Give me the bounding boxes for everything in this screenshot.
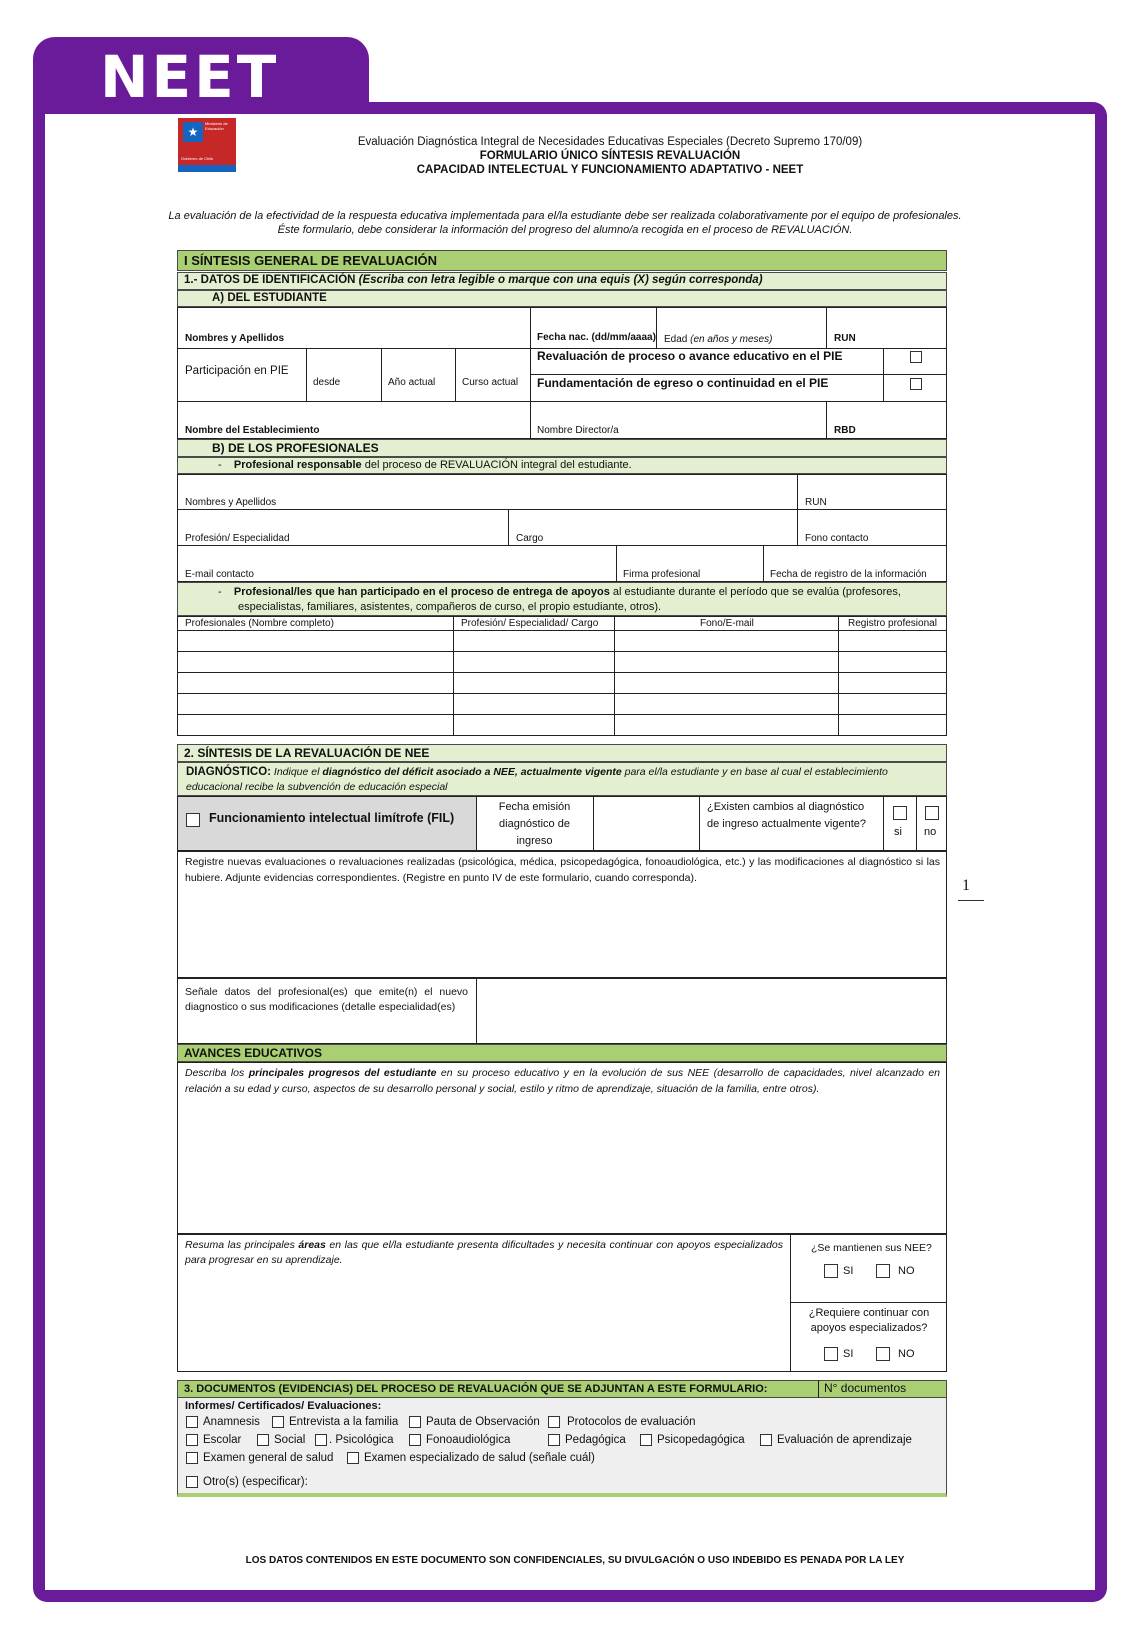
col-header-fono: Fono/E-mail [700,618,754,629]
label-cambios: ¿Existen cambios al diagnóstico de ingreso actualmente vigente? [707,801,866,830]
participantes-row: - Profesional/les que han participado en el proceso de entrega de apoyos al estudiante durante el período que se evalúa (profesores, especialistas, familiares, asistentes, compañeros de curso, el propio estudiante, otros). [177,582,947,616]
header-line3: CAPACIDAD INTELECTUAL Y FUNCIONAMIENTO ADAPTATIVO - NEET [416,164,804,176]
intro-line2: Éste formulario, debe considerar la información del progreso del alumno/a recogida en el proceso de REVALUACIÓN. [277,224,853,236]
label-p-run: RUN [805,497,827,508]
doc-evaluacion-aprendizaje-checkbox[interactable] [760,1434,772,1446]
col-header-nombre: Profesionales (Nombre completo) [185,618,334,629]
label-informes: Informes/ Certificados/ Evaluaciones: [185,1400,382,1412]
logo-line3: Gobierno de Chile [181,156,214,161]
doc-otro: Otro(s) (especificar): [203,1476,308,1488]
label-anio-actual: Año actual [388,377,436,388]
doc-protocolos-checkbox[interactable] [548,1416,560,1428]
doc-protocolos: Protocolos de evaluación [567,1416,696,1428]
doc-anamnesis-checkbox[interactable] [186,1416,198,1428]
confidential-footer: LOS DATOS CONTENIDOS EN ESTE DOCUMENTO SON CONFIDENCIALES, SU DIVULGACIÓN O USO INDEBIDO ES PENADA POR LA LEY [245,1555,905,1566]
label-director: Nombre Director/a [537,425,619,436]
header-line2: FORMULARIO ÚNICO SÍNTESIS REVALUACIÓN [479,150,741,162]
label-edad: Edad (en años y meses) [664,334,773,345]
doc-examen-general-checkbox[interactable] [186,1452,198,1464]
section1-title: I SÍNTESIS GENERAL DE REVALUACIÓN [177,250,947,271]
label-p-firma: Firma profesional [623,569,701,580]
label-curso-actual: Curso actual [462,377,519,388]
col-header-registro: Registro profesional [848,618,937,629]
section2-title: 2. SÍNTESIS DE LA REVALUACIÓN DE NEE [177,744,947,762]
cambios-no-checkbox[interactable] [925,806,939,820]
label-mantienen-si: SI [843,1265,854,1277]
doc-social-checkbox[interactable] [257,1434,269,1446]
label-mantienen-no: NO [898,1265,915,1277]
form-header [270,135,950,177]
doc-anamnesis: Anamnesis [203,1416,260,1428]
star-icon: ★ [183,122,203,142]
doc-evaluacion-aprendizaje: Evaluación de aprendizaje [777,1434,912,1446]
label-p-nombres: Nombres y Apellidos [185,497,277,508]
intro-line1: La evaluación de la efectividad de la respuesta educativa implementada para el/la estudiante debe ser realizada colaborativamente por el equipo de profesionales. [168,210,962,222]
brand-tab-label: NEET [100,43,280,111]
doc-psicopedagogica-checkbox[interactable] [640,1434,652,1446]
label-mantienen: ¿Se mantienen sus NEE? [811,1242,932,1254]
logo-line2: Educación [205,126,224,131]
doc-pedagogica-checkbox[interactable] [548,1434,560,1446]
diagnostico-row: DIAGNÓSTICO: Indique el diagnóstico del déficit asociado a NEE, actualmente vigente para el/la estudiante y en base al cual el establecimiento educacional recibe la subvención de educación especial [177,762,947,796]
label-desde: desde [313,377,341,388]
page-number: 1 [962,877,970,894]
doc-examen-especializado-checkbox[interactable] [347,1452,359,1464]
doc-entrevista: Entrevista a la familia [289,1416,399,1428]
label-fundamentacion: Fundamentación de egreso o continuidad en el PIE [537,376,829,390]
datos-header [177,272,947,290]
requiere-si-checkbox[interactable] [824,1347,838,1361]
label-nombres: Nombres y Apellidos [185,333,285,344]
doc-escolar-checkbox[interactable] [186,1434,198,1446]
datos-hint: (Escriba con letra legible o marque con una equis (X) según corresponda) [358,274,763,286]
resuma-text: Resuma las principales áreas en las que el/la estudiante presenta dificultades y necesita continuar con apoyos especializados para progresar en su aprendizaje. [185,1239,784,1266]
label-requiere: ¿Requiere continuar con apoyos especializados? [808,1307,930,1334]
participants-table [177,616,947,736]
doc-psicologica: . Psicológica [329,1434,394,1446]
doc-entrevista-checkbox[interactable] [272,1416,284,1428]
fil-checkbox[interactable] [186,813,200,827]
label-revaluacion: Revaluación de proceso o avance educativo en el PIE [537,349,843,363]
doc-psicologica-checkbox[interactable] [315,1434,327,1446]
label-p-profesion: Profesión/ Especialidad [185,533,290,544]
label-fecha-nac: Fecha nac. (dd/mm/aaaa) [537,332,656,343]
fundamentacion-checkbox[interactable] [910,378,922,390]
mantienen-si-checkbox[interactable] [824,1264,838,1278]
label-no: no [924,826,937,838]
label-participacion: Participación en PIE [185,365,289,377]
label-fecha-emision: Fecha emisión diagnóstico de ingreso [498,801,571,847]
label-run: RUN [834,333,856,344]
doc-pauta-checkbox[interactable] [409,1416,421,1428]
doc-escolar: Escolar [203,1434,242,1446]
doc-fonoaudiologica: Fonoaudiológica [426,1434,511,1446]
label-establecimiento: Nombre del Establecimiento [185,425,320,436]
doc-social: Social [274,1434,306,1446]
profesionales-header: B) DE LOS PROFESIONALES [177,439,947,457]
col-header-profesion: Profesión/ Especialidad/ Cargo [461,618,599,629]
page-number-rule [958,900,984,901]
label-rbd: RBD [834,425,856,436]
estudiante-header: A) DEL ESTUDIANTE [177,290,947,307]
professional-box [177,474,947,582]
ministry-logo [178,118,236,172]
label-p-cargo: Cargo [516,533,544,544]
doc-pauta: Pauta de Observación [426,1416,540,1428]
datos-title: 1.- DATOS DE IDENTIFICACIÓN [184,274,356,286]
label-si: si [894,826,902,838]
intro-text [150,209,980,237]
requiere-no-checkbox[interactable] [876,1347,890,1361]
header-line1: Evaluación Diagnóstica Integral de Necesidades Educativas Especiales (Decreto Supremo 170/09) [357,136,863,148]
doc-fonoaudiologica-checkbox[interactable] [409,1434,421,1446]
doc-examen-general: Examen general de salud [203,1452,334,1464]
label-p-fono: Fono contacto [805,533,869,544]
responsable-row: - Profesional responsable del proceso de REVALUACIÓN integral del estudiante. [177,457,947,474]
label-p-fecha-registro: Fecha de registro de la información [770,569,927,580]
revaluacion-checkbox[interactable] [910,351,922,363]
section3-title: 3. DOCUMENTOS (EVIDENCIAS) DEL PROCESO DE REVALUACIÓN QUE SE ADJUNTAN A ESTE FORMULARIO: [177,1380,947,1398]
doc-otro-checkbox[interactable] [186,1476,198,1488]
label-p-email: E-mail contacto [185,569,254,580]
doc-examen-especializado: Examen especializado de salud (señale cuál) [364,1452,595,1464]
describa-text: Describa los principales progresos del estudiante en su proceso educativo y en la evolución de sus NEE (desarrollo de capacidades, nivel alcanzado en relación a su edad y curso, aspectos de su desarrollo personal y social, estilo y ritmo de aprendizaje, situación de la familia, entre otros). [185,1067,941,1095]
registre-text: Registre nuevas evaluaciones o revaluaciones realizadas (psicológica, médica, psicopedagógica, fonoaudiológica, etc.) y las modificaciones al diagnóstico si las hubiere. Adjunte evidencias correspondientes. (Registre en punto IV de este formulario, cuando corresponda). [185,856,940,884]
student-box [177,307,947,439]
avances-title: AVANCES EDUCATIVOS [177,1044,947,1062]
mantienen-no-checkbox[interactable] [876,1264,890,1278]
label-requiere-si: SI [843,1348,854,1360]
label-n-docs: N° documentos [824,1381,907,1395]
logo-line1: Ministerio de [205,121,228,126]
label-requiere-no: NO [898,1348,915,1360]
doc-pedagogica: Pedagógica [565,1434,626,1446]
cambios-si-checkbox[interactable] [893,806,907,820]
label-fil: Funcionamiento intelectual limítrofe (FIL) [209,811,455,825]
doc-psicopedagogica: Psicopedagógica [657,1434,745,1446]
senale-text: Señale datos del profesional(es) que emite(n) el nuevo diagnostico o sus modificaciones (detalle especialidad(es) [185,986,468,1013]
